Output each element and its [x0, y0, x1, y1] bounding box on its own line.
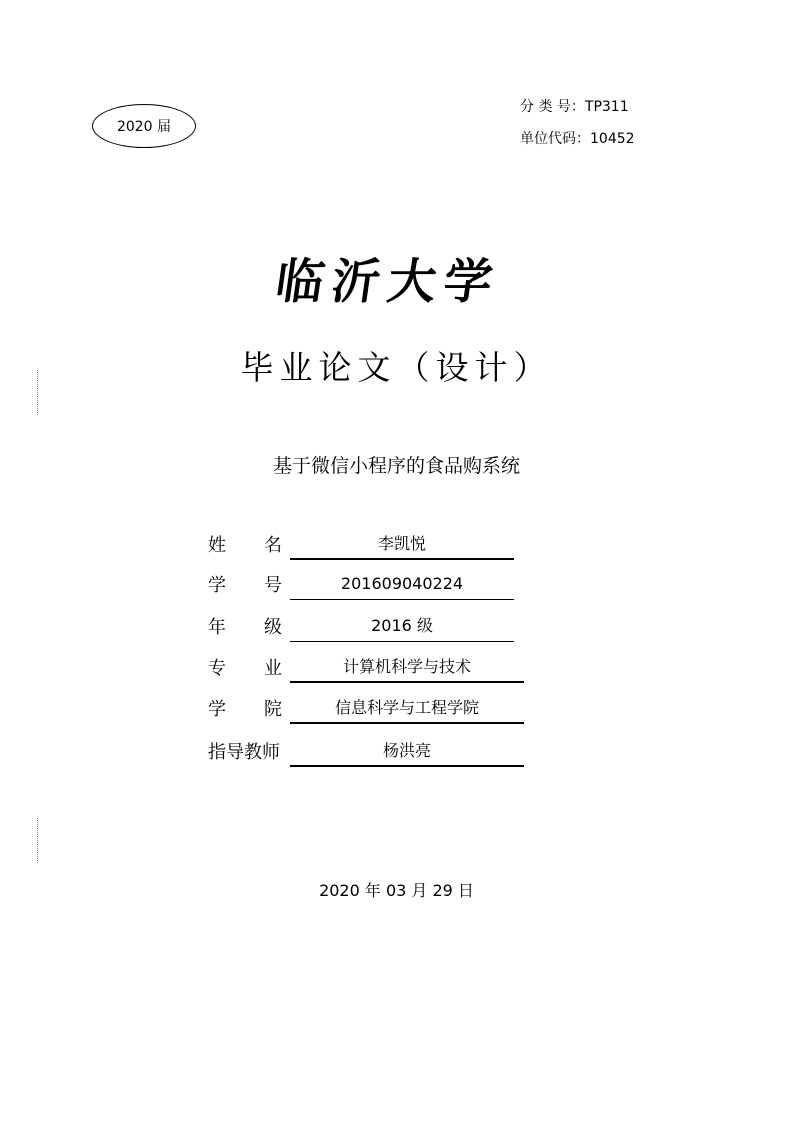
margin-dotted-mark [37, 818, 38, 863]
name-value: 李凯悦 [290, 532, 514, 560]
university-name: 临沂大学 [272, 254, 504, 310]
classification-number: 分 类 号：TP311 [520, 99, 629, 115]
unit-code: 单位代码：10452 [520, 131, 635, 147]
submission-date: 2020 年 03 月 29 日 [319, 881, 474, 900]
info-row-college [208, 696, 538, 724]
info-row-name [208, 532, 538, 560]
advisor-value: 杨洪亮 [290, 739, 524, 767]
info-row-student-id [208, 572, 538, 600]
major-value: 计算机科学与技术 [290, 655, 524, 683]
college-label: 学 院 [208, 699, 282, 720]
college-value: 信息科学与工程学院 [290, 696, 524, 724]
session-year-oval [92, 104, 196, 148]
info-row-major [208, 655, 538, 683]
grade-value: 2016 级 [290, 614, 514, 642]
session-year-text: 2020 届 [116, 119, 172, 135]
grade-label: 年 级 [208, 617, 282, 638]
university-calligraphy-logo [272, 252, 526, 312]
student-id-label: 学 号 [208, 575, 282, 596]
thesis-title: 基于微信小程序的食品购系统 [272, 455, 520, 477]
advisor-label: 指导教师 [208, 742, 280, 763]
margin-dotted-mark [37, 370, 38, 415]
info-row-advisor [208, 739, 538, 767]
info-row-grade [208, 614, 538, 642]
student-id-value: 201609040224 [290, 572, 514, 600]
name-label: 姓 名 [208, 535, 282, 556]
document-type-heading: 毕业论文（设计） [240, 348, 553, 387]
major-label: 专 业 [208, 658, 282, 679]
